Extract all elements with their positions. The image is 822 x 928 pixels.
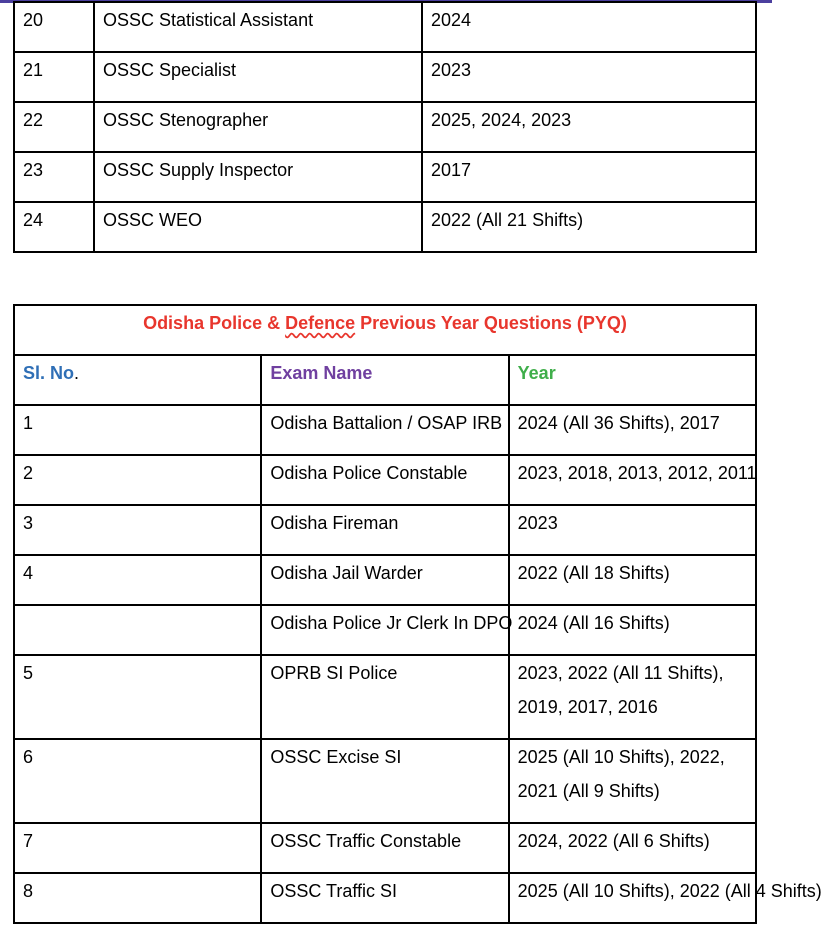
year-cell: 2025 (All 10 Shifts), 2022, 2021 (All 9 Shifts) — [509, 739, 756, 823]
table-row — [14, 2, 756, 52]
serial-cell: 2 — [14, 455, 261, 505]
table-row — [14, 873, 756, 923]
exam-name-cell: OSSC Statistical Assistant — [94, 2, 422, 52]
year-cell: 2022 (All 18 Shifts) — [509, 555, 756, 605]
serial-cell: 22 — [14, 102, 94, 152]
year-cell: 2025 (All 10 Shifts), 2022 (All 4 Shifts) — [509, 873, 756, 923]
year-cell: 2024 — [422, 2, 756, 52]
table-title-row — [14, 305, 756, 355]
exam-name-cell: Odisha Battalion / OSAP IRB — [261, 405, 508, 455]
serial-cell: 5 — [14, 655, 261, 739]
title-part: Previous Year Questions (PYQ) — [355, 313, 627, 333]
exam-name-cell: OSSC Specialist — [94, 52, 422, 102]
serial-cell: 21 — [14, 52, 94, 102]
serial-cell: 20 — [14, 2, 94, 52]
table-row — [14, 605, 756, 655]
exam-name-cell: Odisha Fireman — [261, 505, 508, 555]
table-row — [14, 823, 756, 873]
header-sl-dot: . — [74, 363, 80, 383]
ossc-exams-table — [13, 1, 757, 253]
exam-name-cell: OPRB SI Police — [261, 655, 508, 739]
header-year: Year — [509, 355, 756, 405]
serial-cell: 7 — [14, 823, 261, 873]
title-part-wavy: Defence — [285, 313, 356, 333]
year-cell: 2024 (All 16 Shifts) — [509, 605, 756, 655]
year-cell: 2022 (All 21 Shifts) — [422, 202, 756, 252]
table-row — [14, 455, 756, 505]
serial-cell: 1 — [14, 405, 261, 455]
year-cell: 2023, 2018, 2013, 2012, 2011 — [509, 455, 756, 505]
exam-name-cell: Odisha Police Jr Clerk In DPO — [261, 605, 508, 655]
header-sl-text: Sl. No — [23, 363, 75, 383]
exam-name-cell: OSSC Stenographer — [94, 102, 422, 152]
year-cell: 2024, 2022 (All 6 Shifts) — [509, 823, 756, 873]
table-row — [14, 102, 756, 152]
title-part: Odisha Police & — [143, 313, 286, 333]
table-header-row — [14, 355, 756, 405]
serial-cell: 3 — [14, 505, 261, 555]
header-exam-name: Exam Name — [261, 355, 508, 405]
table-row — [14, 202, 756, 252]
exam-name-cell: OSSC Traffic SI — [261, 873, 508, 923]
table-row — [14, 655, 756, 739]
year-cell: 2023 — [422, 52, 756, 102]
serial-cell: 8 — [14, 873, 261, 923]
table-row — [14, 52, 756, 102]
year-cell: 2024 (All 36 Shifts), 2017 — [509, 405, 756, 455]
year-cell: 2017 — [422, 152, 756, 202]
serial-cell: 24 — [14, 202, 94, 252]
serial-cell: 4 — [14, 555, 261, 605]
table-row — [14, 555, 756, 605]
police-defence-pyq-table — [13, 304, 822, 924]
year-cell: 2023, 2022 (All 11 Shifts), 2019, 2017, 2016 — [509, 655, 756, 739]
exam-name-cell: OSSC Supply Inspector — [94, 152, 422, 202]
header-sl-no — [14, 355, 261, 405]
serial-cell: 6 — [14, 739, 261, 823]
table-row — [14, 405, 756, 455]
table-row — [14, 152, 756, 202]
table-title — [14, 305, 756, 355]
exam-name-cell: OSSC WEO — [94, 202, 422, 252]
table-row — [14, 739, 756, 823]
exam-name-cell: Odisha Jail Warder — [261, 555, 508, 605]
table-row — [14, 505, 756, 555]
serial-cell: 23 — [14, 152, 94, 202]
exam-name-cell: OSSC Traffic Constable — [261, 823, 508, 873]
serial-cell — [14, 605, 261, 655]
exam-name-cell: OSSC Excise SI — [261, 739, 508, 823]
year-cell: 2025, 2024, 2023 — [422, 102, 756, 152]
exam-name-cell: Odisha Police Constable — [261, 455, 508, 505]
year-cell: 2023 — [509, 505, 756, 555]
